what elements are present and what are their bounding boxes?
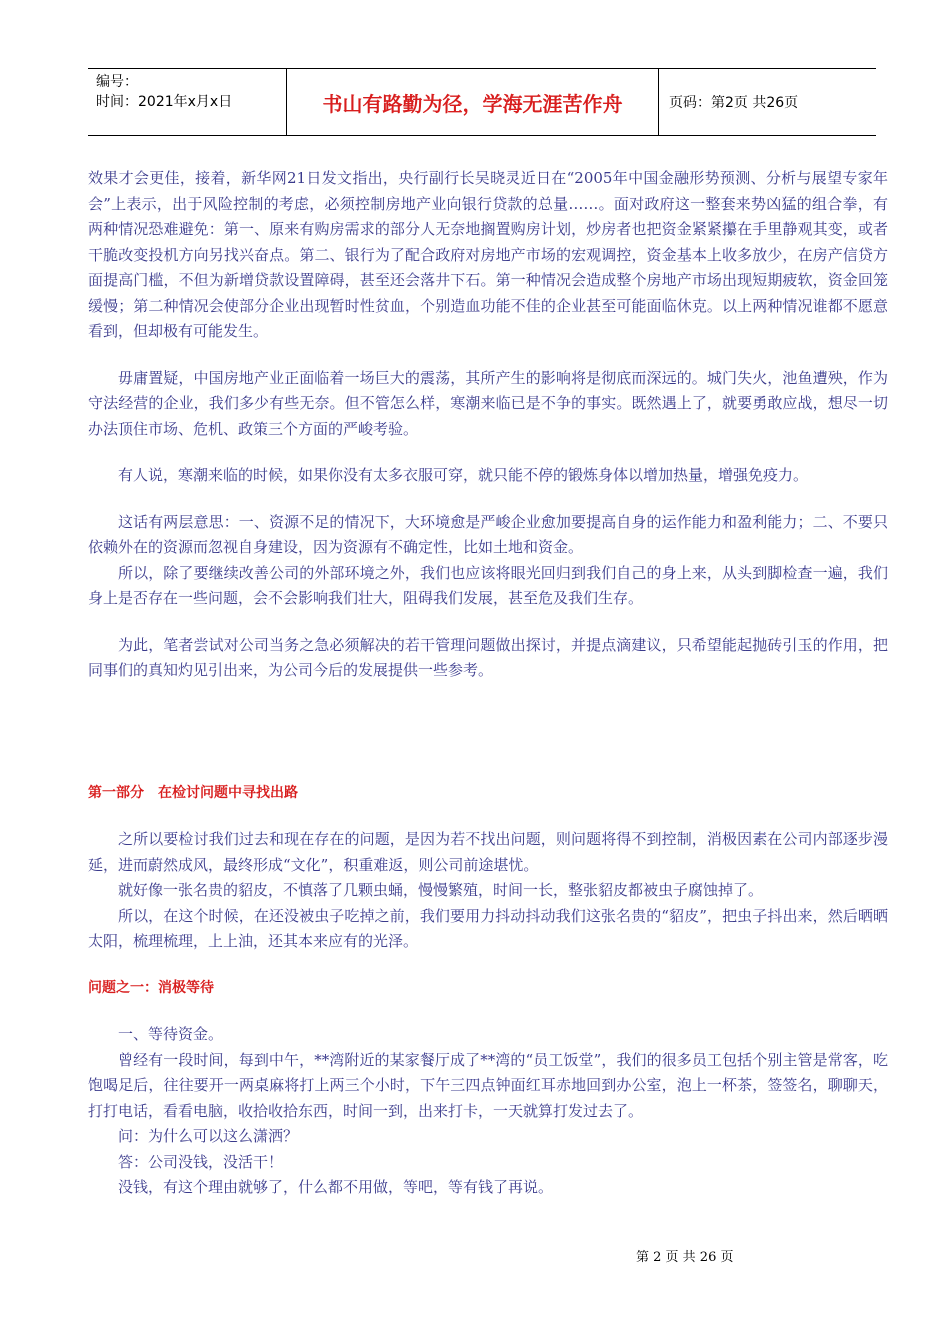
- paragraph: 答：公司没钱，没活干！: [118, 1152, 284, 1171]
- paragraph: 之所以要检讨我们过去和现在存在的问题，是因为若不找出问题，则问题将得不到控制，消极因素在公司内部逐步漫延，进而蔚然成风，最终形成“文化”，积重难返，则公司前途堪忧。: [88, 830, 888, 874]
- page-footer: 第 2 页 共 26 页: [636, 1250, 734, 1265]
- paragraph: 有人说，寒潮来临的时候，如果你没有太多衣服可穿，就只能不停的锻炼身体以增加热量，增强免疫力。: [118, 466, 809, 484]
- header-motto: 书山有路勤为径，学海无涯苦作舟: [287, 69, 659, 135]
- paragraph: 一、等待资金。: [118, 1025, 224, 1043]
- section-heading: 第一部分 在检讨问题中寻找出路: [88, 784, 298, 801]
- paragraph: 为此，笔者尝试对公司当务之急必须解决的若干管理问题做出探讨，并提点滴建议，只希望能起抛砖引玉的作用，把同事们的真知灼见引出来，为公司今后的发展提供一些参考。: [88, 635, 888, 679]
- document-body: [88, 166, 888, 1201]
- paragraph: 效果才会更佳，接着，新华网21日发文指出，央行副行长吴晓灵近日在“2005年中国金融形势预测、分析与展望专家年会”上表示，出于风险控制的考虑，必须控制房地产业向银行贷款的总量……。面对政府这一整套来势凶猛的组合拳，有两种情况恐难避免：第一、原来有购房需求的部分人无奈地搁置购房计划，炒房者也把资金紧紧攥在手里静观其变，或者干脆改变投机方向另找兴奋点。第二、银行为了配合政府对房地产市场的宏观调控，资金基本上收多放少，在房产信贷方面提高门槛，不但为新增贷款设置障碍，甚至还会落井下石。第一种情况会造成整个房地产市场出现短期疲软，资金回笼缓慢；第二种情况会使部分企业出现暂时性贫血，个别造血功能不佳的企业甚至可能面临休克。以上两种情况谁都不愿意看到，但却极有可能发生。: [88, 169, 888, 340]
- paragraph: 没钱，有这个理由就够了，什么都不用做，等吧，等有钱了再说。: [118, 1178, 554, 1196]
- paragraph: 毋庸置疑，中国房地产业正面临着一场巨大的震荡，其所产生的影响将是彻底而深远的。城门失火，池鱼遭殃，作为守法经营的企业，我们多少有些无奈。但不管怎么样，寒潮来临已是不争的事实。既然遇上了，就要勇敢应战，想尽一切办法顶住市场、危机、政策三个方面的严峻考验。: [88, 368, 888, 438]
- paragraph: 所以，在这个时候，在还没被虫子吃掉之前，我们要用力抖动抖动我们这张名贵的“貂皮”，把虫子抖出来，然后晒晒太阳，梳理梳理，上上油，还其本来应有的光泽。: [88, 906, 888, 950]
- page-header: [88, 68, 876, 136]
- document-date: 时间：2021年x月x日: [96, 94, 233, 110]
- document-number: 编号：: [96, 74, 138, 90]
- paragraph: 曾经有一段时间，每到中午，**湾附近的某家餐厅成了**湾的“员工饭堂”，我们的很多员工包括个别主管是常客，吃饱喝足后，往往要开一两桌麻将打上两三个小时，下午三四点钟面红耳赤地回到办公室，泡上一杯茶，签签名，聊聊天，打打电话，看看电脑，收拾收拾东西，时间一到，出来打卡，一天就算打发过去了。: [88, 1050, 888, 1120]
- paragraph: 就好像一张名贵的貂皮，不慎落了几颗虫蛹，慢慢繁殖，时间一长，整张貂皮都被虫子腐蚀掉了。: [118, 881, 764, 899]
- paragraph: 问：为什么可以这么潇洒？: [118, 1127, 299, 1145]
- header-page-number: 页码：第2页 共26页: [669, 95, 799, 111]
- subsection-heading: 问题之一：消极等待: [88, 979, 214, 996]
- header-meta: [88, 69, 287, 135]
- paragraph: 所以，除了要继续改善公司的外部环境之外，我们也应该将眼光回归到我们自己的身上来，从头到脚检查一遍，我们身上是否存在一些问题，会不会影响我们壮大，阻碍我们发展，甚至危及我们生存。: [88, 563, 888, 607]
- paragraph: 这话有两层意思：一、资源不足的情况下，大环境愈是严峻企业愈加要提高自身的运作能力和盈利能力；二、不要只依赖外在的资源而忽视自身建设，因为资源有不确定性，比如土地和资金。: [88, 512, 888, 556]
